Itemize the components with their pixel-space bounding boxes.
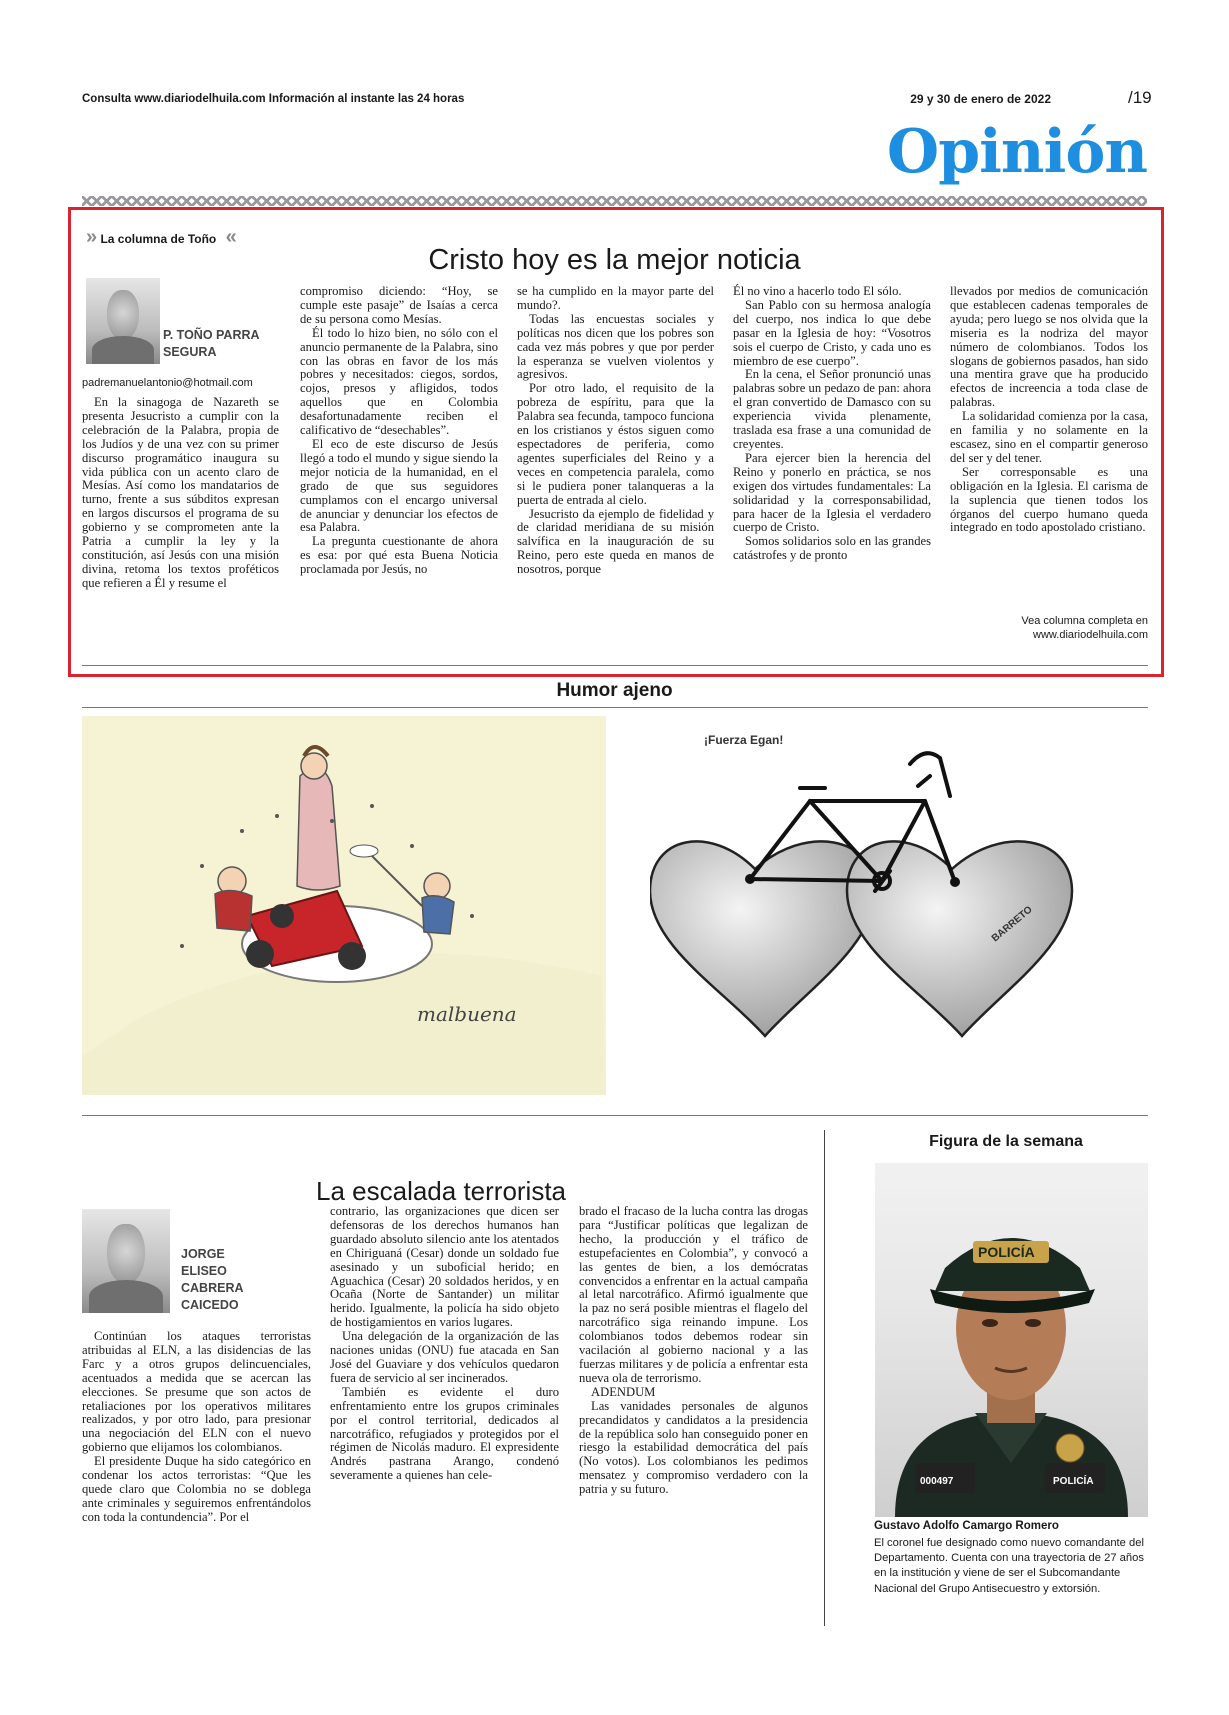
paragraph: contrario, las organizaciones que dicen ser defensoras de los derechos humanos han guardado absoluto silencio ante los atentados en Chiriguaná (Cesar) donde un soldado fue asesinado y un suboficial herido; en Aguachica (Cesar) 20 soldados heridos, y en Ocaña (Norte de Santander) un militar herido. Igualmente, la policía ha sido objeto de hostigamientos en varios lugares. (330, 1204, 559, 1330)
humor-section-title: Humor ajeno (556, 680, 673, 701)
cartoon-1 (82, 716, 606, 1095)
paragraph: Una delegación de la organización de las naciones unidas (ONU) fue atacada en San José del Guaviare y dos vehículos quedaron fuera de servicio al ser incinerados. (330, 1329, 559, 1385)
author-name-line: ELISEO (181, 1264, 227, 1278)
article1-column-4 (733, 285, 931, 563)
author-name-line: SEGURA (163, 345, 217, 359)
article1-column-2 (300, 285, 498, 577)
paragraph: Él no vino a hacerlo todo El sólo. (733, 284, 902, 298)
paragraph: La solidaridad comienza por la casa, en familia y no solamente en la escasez, sino en el compartir generoso del ser y del tener. (950, 409, 1148, 465)
article2-column-3 (579, 1205, 808, 1497)
paragraph: San Pablo con su hermosa analogía del cuerpo, nos indica lo que debe pasar en la Iglesia de hoy: “Vosotros sois el cuerpo de Cristo, y cada uno es miembro de ese cuerpo”. (733, 297, 931, 368)
cartoon-2-signature: BARRETO (989, 904, 1035, 945)
kicker-label: La columna de Toño (100, 232, 217, 246)
uniform-patch: POLICÍA (1053, 1476, 1094, 1487)
author-2-name (181, 1246, 244, 1314)
cartoon-2-caption: ¡Fuerza Egan! (704, 733, 784, 747)
section-title: Opinión (886, 117, 1147, 187)
zigzag-divider (82, 196, 1147, 206)
paragraph: El presidente Duque ha sido categórico en condenar los actos terroristas: “Que les quede claro que Colombia no se doblega ante criminales y seguiremos enfrentándolos con toda la contundencia”. Por el (82, 1454, 311, 1524)
paragraph: Continúan los ataques terroristas atribuidas al ELN, a las disidencias de las Farc y a otros grupos delincuenciales, acentuados a medida que se acercan las elecciones. Se presume que son actos de retaliaciones por los operativos militares realizados, y por otro lado, para presionar una negociación del ELN con el nuevo gobierno que elijamos los colombianos. (82, 1329, 311, 1455)
author-photo (86, 278, 160, 364)
see-more-note (970, 614, 1148, 642)
paragraph: Ser corresponsable es una obligación en la Iglesia. El carisma de la suplencia que tienen todos los órganos del cuerpo humano queda integrado en todo apostolado cristiano. (950, 464, 1148, 535)
article2-headline: La escalada terrorista (316, 1176, 567, 1206)
paragraph: se ha cumplido en la mayor parte del mundo?. (517, 284, 714, 312)
police-officer-portrait (875, 1163, 1148, 1517)
header-date: 29 y 30 de enero de 2022 (910, 92, 1051, 106)
paragraph: llevados por medios de comunicación que establecen cadenas temporales de ayuda; pero luego se nos olvida que la miseria es la nodriza del mayor número de colombianos. Todos los slogans de gobiernos pasados, han sido una mentira grave que ha producido efectos de increencia a toda clase de palabras. (950, 284, 1148, 410)
article1-column-3 (517, 285, 714, 577)
article2-column-1 (82, 1330, 311, 1525)
divider (82, 707, 1148, 708)
cartoon-1-signature: malbuena (417, 1002, 517, 1026)
paragraph: Todas las encuestas sociales y políticas nos dicen que los pobres son cada vez más pobres y que por perder la esperanza se vuelven violentos y agresivos. (517, 311, 714, 382)
author-name-line: CABRERA (181, 1281, 244, 1295)
paragraph: Él todo lo hizo bien, no sólo con el anuncio permanente de la Palabra, sino con las obras en favor de los más pobres y necesitados: ciegos, sordos, cojos, presos y afligidos, todos aquellos que en Colombia desafortunadamente reciben el calificativo de “desechables”. (300, 325, 498, 438)
author-name-line: JORGE (181, 1247, 225, 1261)
chevron-right-icon: » (86, 226, 92, 248)
article2-column-2 (330, 1205, 559, 1483)
paragraph: En la sinagoga de Nazareth se presenta Jesucristo a cumplir con la celebración de la Palabra, propia de los Judíos y de una vez con su primer discurso programático inaugura su vida pública con un acento claro de Mesías. Así como los mandatarios de turno, frente a sus súbditos expresan en largos discursos el programa de su gobierno y se comprometen ante la Patria a cumplir la ley y la constitución, así Jesús con una misión divina, retoma los textos proféticos que refieren a Él y resume el (82, 395, 279, 590)
cartoon-1-drawing (82, 716, 606, 1095)
paragraph: Para ejercer bien la herencia del Reino y ponerlo en práctica, se nos exigen dos virtudes fundamentales: La solidaridad y la corresponsabilidad, para hacer de la Iglesia el verdadero cuerpo de Cristo. (733, 450, 931, 535)
figure-photo (875, 1163, 1148, 1517)
author-name-line: CAICEDO (181, 1298, 239, 1312)
article-headline: Cristo hoy es la mejor noticia (428, 244, 801, 276)
page-number: /19 (1128, 88, 1152, 107)
badge-number: 000497 (920, 1476, 954, 1487)
chevron-left-icon: « (225, 226, 231, 248)
figure-caption: El coronel fue designado como nuevo comandante del Departamento. Cuenta con una trayectoria de 27 años en la institución y viene de ser el Subcomandante Nacional del Grupo Antisecuestro y extorsión. (874, 1537, 1144, 1595)
paragraph: brado el fracaso de la lucha contra las drogas para “Justificar políticas que legalizan de hecho, la producción y el tráfico de estupefacientes en Colombia”, y convocó a las gentes de bien, a los demócratas convencidos a enfrentar en la actual campaña al letal narcotráfico. Afirmó igualmente que la paz no será posible mientras el flagelo del narcotráfico siga reinando impune. Los colombianos todos debemos rodear sin vacilación al gobierno nacional y a las fuerzas militares y de policía a enfrentar esta nueva ola de terrorismo. (579, 1204, 808, 1385)
see-more-line: Vea columna completa en (1021, 615, 1148, 627)
author-name (163, 327, 260, 361)
divider (82, 665, 1148, 666)
figure-name: Gustavo Adolfo Camargo Romero (874, 1520, 1059, 1532)
figure-title: Figura de la semana (929, 1133, 1083, 1150)
author-name-line: P. TOÑO PARRA (163, 328, 260, 342)
see-more-link[interactable]: www.diariodelhuila.com (1033, 629, 1148, 641)
cartoon-2-drawing (650, 716, 1140, 1095)
article1-column-1 (82, 396, 279, 591)
paragraph: Jesucristo da ejemplo de fidelidad y de claridad meridiana de su misión salvífica en la inauguración de su Reino, pero este queda en manos de nosotros, porque (517, 506, 714, 577)
paragraph: Las vanidades personales de algunos precandidatos y candidatos a la presidencia de la república solo han conseguido poner en riesgo la estabilidad democrática del país (No votos). Los colombianos les pedimos mensatez y compromiso verdadero con la patria y su futuro. (579, 1398, 808, 1497)
paragraph: En la cena, el Señor pronunció unas palabras sobre un pedazo de pan: ahora el gran convertido de Damasco con su experiencia vivida plenamente, traslada esa frase a una comunidad de creyentes. (733, 367, 931, 451)
paragraph: También es evidente el duro enfrentamiento entre los grupos criminales por el control territorial, dedicados al narcotráfico, refugiados y protegidos por el régimen de Nicolás maduro. El expresidente Andrés pastrana Arango, condenó severamente a quienes han cele- (330, 1384, 559, 1483)
paragraph: El eco de este discurso de Jesús llegó a todo el mundo y sigue siendo la mejor noticia de la humanidad, en el grado de que sus seguidores cumplamos con el encargo universal de anunciar y denunciar los efectos de esa Palabra. (300, 436, 498, 535)
column-divider (824, 1130, 825, 1626)
paragraph: La pregunta cuestionante de ahora es esa: por qué esta Buena Noticia proclamada por Jesús, no (300, 534, 498, 577)
article1-column-5 (950, 285, 1148, 535)
paragraph: compromiso diciendo: “Hoy, se cumple este pasaje” de Isaías a cerca de su persona como Mesías. (300, 284, 498, 326)
paragraph: Somos solidarios solo en las grandes catástrofes y de pronto (733, 534, 931, 563)
paragraph-heading: ADENDUM (591, 1384, 656, 1399)
cartoon-2 (650, 716, 1140, 1095)
author-2-photo (82, 1209, 170, 1313)
author-email: padremanuelantonio@hotmail.com (82, 377, 253, 389)
cap-insignia: POLICÍA (978, 1244, 1035, 1260)
divider (82, 1115, 1148, 1116)
paragraph: Por otro lado, el requisito de la pobreza de espíritu, para que la Palabra sea fecunda, tampoco funciona en los cristianos y éstos siguen como espectadores de periferia, como agentes superficiales del Reino y a veces en competencia paralela, como si le pudiera poner talanqueras a la puerta de entrada al cielo. (517, 381, 714, 507)
header-tagline: Consulta www.diariodelhuila.com Información al instante las 24 horas (82, 93, 465, 105)
